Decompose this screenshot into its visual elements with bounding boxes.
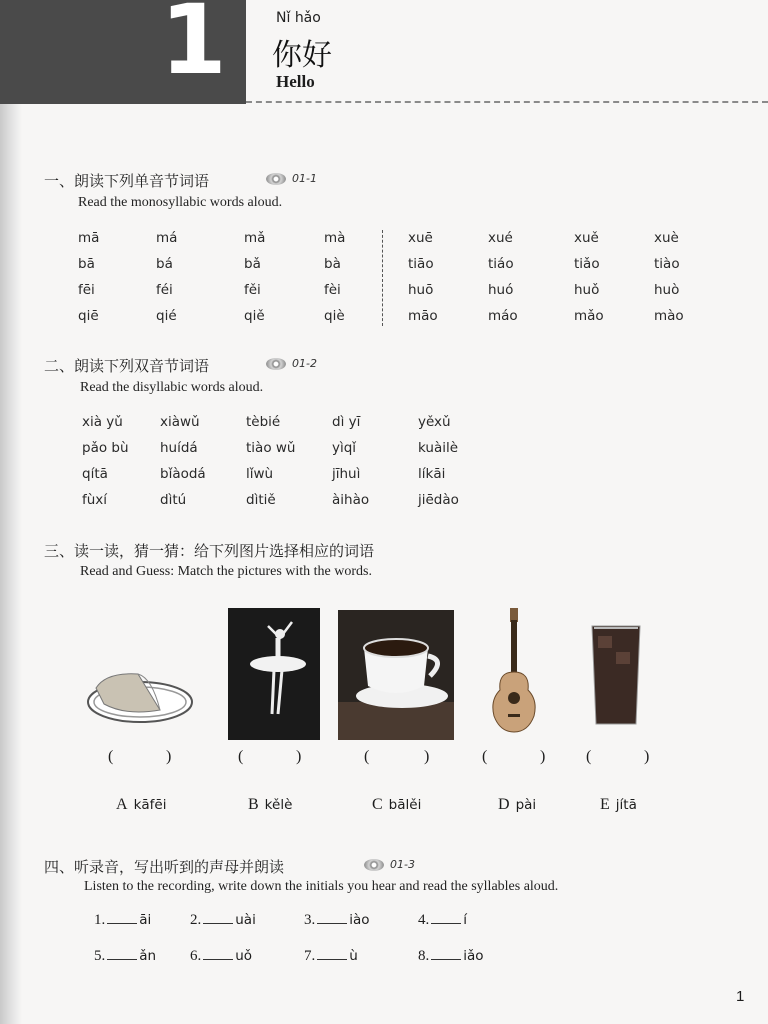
item-number: 1.	[94, 912, 106, 928]
initial-blank-item	[94, 946, 156, 965]
disyllabic-word: líkāi	[418, 466, 446, 482]
disyllabic-word: jiēdào	[418, 492, 459, 508]
syllable: fèi	[324, 282, 341, 298]
title-pinyin: Nǐ hǎo	[276, 10, 321, 26]
syllable: má	[156, 230, 178, 246]
item-number: 7.	[304, 948, 316, 964]
disyllabic-word: tiào wǔ	[246, 440, 296, 456]
answer-blank-open: (	[364, 748, 370, 765]
option-word: kāfēi	[133, 797, 167, 813]
syllable: féi	[156, 282, 173, 298]
answer-blank-open: (	[482, 748, 488, 765]
disyllabic-word: dì yī	[332, 414, 361, 430]
section4-subtitle: Listen to the recording, write down the initials you hear and read the syllables aloud.	[84, 879, 559, 894]
option-letter: A	[116, 796, 128, 813]
option-word: bālěi	[388, 797, 422, 813]
header-dashed-rule	[246, 101, 768, 103]
syllable-final: ǎn	[139, 948, 157, 964]
syllable: xuě	[574, 230, 599, 246]
disyllabic-word: àihào	[332, 492, 370, 508]
section1-title: 一、朗读下列单音节词语	[44, 172, 210, 190]
option-letter: C	[372, 796, 383, 813]
ballet-dancer-picture	[228, 608, 320, 740]
cola-glass-picture	[588, 622, 644, 728]
section2-title: 二、朗读下列双音节词语	[44, 357, 210, 375]
syllable: qiē	[78, 308, 99, 324]
disyllabic-word: yìqǐ	[332, 440, 357, 456]
option-letter: B	[248, 796, 259, 813]
syllable: tiáo	[488, 256, 514, 272]
pie-picture	[86, 666, 194, 728]
syllable-final: iào	[349, 912, 370, 928]
disyllabic-word: qítā	[82, 466, 108, 482]
syllable: mà	[324, 230, 346, 246]
option-letter: D	[498, 796, 510, 813]
answer-blank-close: )	[540, 748, 546, 765]
syllable-final: uài	[235, 912, 256, 928]
write-in-line[interactable]	[317, 947, 347, 960]
section2-audio[interactable]	[266, 357, 317, 370]
syllable: huō	[408, 282, 434, 298]
lesson-number-block	[0, 0, 246, 104]
word-option	[116, 795, 166, 814]
disyllabic-word: xiàwǔ	[160, 414, 200, 430]
syllable: mǎ	[244, 230, 266, 246]
cd-icon	[266, 173, 286, 185]
disyllabic-word: kuàilè	[418, 440, 459, 456]
initial-blank-item	[418, 946, 484, 965]
syllable: māo	[408, 308, 438, 324]
option-word: pài	[515, 797, 537, 813]
guitar-picture	[484, 606, 544, 736]
audio-track-code: 01-1	[292, 172, 317, 185]
coffee-cup-picture	[338, 610, 454, 740]
syllable: tiào	[654, 256, 680, 272]
syllable: tiǎo	[574, 256, 600, 272]
disyllabic-word: fùxí	[82, 492, 108, 508]
answer-blank-close: )	[296, 748, 302, 765]
word-option	[600, 795, 637, 814]
syllable: qiè	[324, 308, 345, 324]
answer-blank-close: )	[424, 748, 430, 765]
option-letter: E	[600, 796, 610, 813]
initial-blank-item	[304, 910, 370, 929]
audio-track-code: 01-3	[390, 858, 415, 871]
column-divider	[382, 230, 383, 326]
initial-blank-item	[190, 946, 252, 965]
section1-audio[interactable]	[266, 172, 317, 185]
initial-blank-item	[418, 910, 467, 929]
disyllabic-word: pǎo bù	[82, 440, 129, 456]
item-number: 6.	[190, 948, 202, 964]
option-word: jítā	[615, 797, 637, 813]
syllable-final: uǒ	[235, 948, 253, 964]
initial-blank-item	[190, 910, 256, 929]
item-number: 5.	[94, 948, 106, 964]
disyllabic-word: huídá	[160, 440, 198, 456]
disyllabic-word: xià yǔ	[82, 414, 123, 430]
disyllabic-word: bǐàodá	[160, 466, 206, 482]
disyllabic-word: jīhuì	[332, 466, 361, 482]
disyllabic-word: lǐwù	[246, 466, 274, 482]
section1-subtitle: Read the monosyllabic words aloud.	[78, 195, 283, 210]
syllable: fěi	[244, 282, 261, 298]
syllable: mào	[654, 308, 684, 324]
write-in-line[interactable]	[107, 947, 137, 960]
write-in-line[interactable]	[431, 911, 461, 924]
title-hanzi: 你好	[272, 38, 332, 73]
syllable-final: í	[463, 912, 468, 928]
write-in-line[interactable]	[431, 947, 461, 960]
section4-audio[interactable]	[364, 858, 415, 871]
answer-blank-close: )	[644, 748, 650, 765]
section2-subtitle: Read the disyllabic words aloud.	[80, 380, 264, 395]
syllable: bá	[156, 256, 173, 272]
syllable: mā	[78, 230, 100, 246]
syllable: xué	[488, 230, 513, 246]
section3-subtitle: Read and Guess: Match the pictures with the words.	[80, 564, 372, 579]
section3-title: 三、读一读，猜一猜：给下列图片选择相应的词语	[44, 542, 375, 560]
syllable: huò	[654, 282, 680, 298]
syllable: huó	[488, 282, 514, 298]
syllable: tiāo	[408, 256, 434, 272]
write-in-line[interactable]	[107, 911, 137, 924]
audio-track-code: 01-2	[292, 357, 317, 370]
disyllabic-word: tèbié	[246, 414, 281, 430]
write-in-line[interactable]	[203, 911, 233, 924]
answer-blank-close: )	[166, 748, 172, 765]
word-option	[498, 795, 536, 814]
syllable: bà	[324, 256, 341, 272]
syllable: xuē	[408, 230, 433, 246]
write-in-line[interactable]	[203, 947, 233, 960]
syllable: qié	[156, 308, 177, 324]
answer-blank-open: (	[586, 748, 592, 765]
disyllabic-word: dìtú	[160, 492, 187, 508]
write-in-line[interactable]	[317, 911, 347, 924]
item-number: 4.	[418, 912, 430, 928]
item-number: 3.	[304, 912, 316, 928]
item-number: 2.	[190, 912, 202, 928]
word-option	[372, 795, 421, 814]
initial-blank-item	[304, 946, 358, 965]
disyllabic-word: yěxǔ	[418, 414, 451, 430]
syllable: fēi	[78, 282, 95, 298]
syllable: huǒ	[574, 282, 600, 298]
cd-icon	[364, 859, 384, 871]
initial-blank-item	[94, 910, 151, 929]
syllable: bǎ	[244, 256, 261, 272]
disyllabic-word: dìtiě	[246, 492, 276, 508]
syllable: máo	[488, 308, 518, 324]
section4-title: 四、听录音，写出听到的声母并朗读	[44, 858, 285, 876]
item-number: 8.	[418, 948, 430, 964]
cd-icon	[266, 358, 286, 370]
syllable: qiě	[244, 308, 265, 324]
syllable: xuè	[654, 230, 679, 246]
lesson-number: 1	[160, 0, 227, 96]
answer-blank-open: (	[238, 748, 244, 765]
answer-blank-open: (	[108, 748, 114, 765]
syllable: mǎo	[574, 308, 604, 324]
option-word: kělè	[264, 797, 293, 813]
book-spine-shadow	[0, 0, 22, 1024]
title-english: Hello	[276, 72, 315, 91]
syllable: bā	[78, 256, 95, 272]
syllable-final: iǎo	[463, 948, 484, 964]
syllable-final: ù	[349, 948, 358, 964]
word-option	[248, 795, 292, 814]
page-number: 1	[736, 988, 745, 1005]
syllable-final: āi	[139, 912, 152, 928]
